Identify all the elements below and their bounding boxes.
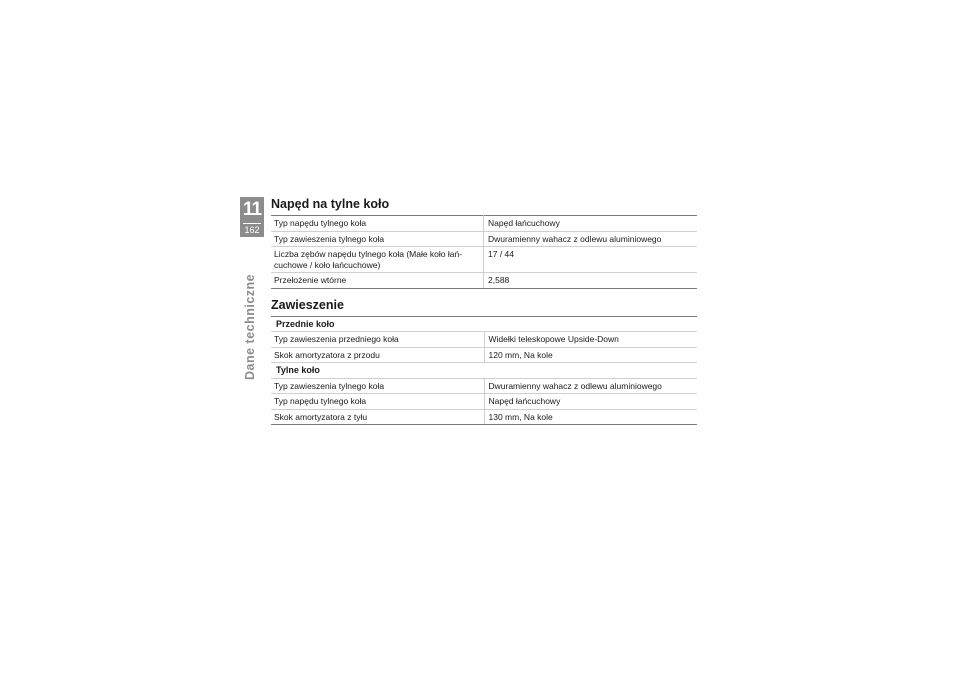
row-label: Typ napędu tylnego koła [271,394,484,410]
row-value: Dwuramienny wahacz z odlewu aluminiowego [484,231,698,247]
drive-table [271,215,697,289]
subheading-row [271,363,697,379]
row-value: Napęd łańcuchowy [484,216,698,232]
row-value: 120 mm, Na kole [484,347,697,363]
table-row [271,273,697,289]
row-label: Typ zawieszenia przedniego koła [271,332,484,348]
table-row [271,332,697,348]
table-row [271,231,697,247]
chapter-number: 11 [242,199,262,220]
page-content [271,196,697,425]
page-number: 162 [244,225,260,235]
row-value: 2,588 [484,273,698,289]
row-label: Skok amortyzatora z tyłu [271,409,484,425]
table-row [271,247,697,273]
table-row [271,216,697,232]
row-label: Liczba zębów napędu tylnego koła (Małe koło łań-cuchowe / koło łańcuchowe) [271,247,484,273]
subheading-front-wheel: Przednie koło [271,316,697,332]
row-label: Typ zawieszenia tylnego koła [271,378,484,394]
row-value: Napęd łańcuchowy [484,394,697,410]
table-row [271,378,697,394]
chapter-title: Dane techniczne [243,273,257,380]
table-row [271,347,697,363]
row-value: Widełki teleskopowe Upside-Down [484,332,697,348]
suspension-table [271,316,697,426]
table-row [271,394,697,410]
section-heading-suspension: Zawieszenie [271,297,344,312]
row-value: 17 / 44 [484,247,698,273]
row-value: Dwuramienny wahacz z odlewu aluminiowego [484,378,697,394]
row-label: Przełożenie wtórne [271,273,484,289]
chapter-tab [240,197,264,237]
row-label: Typ napędu tylnego koła [271,216,484,232]
row-label: Skok amortyzatora z przodu [271,347,484,363]
section-heading-drive: Napęd na tylne koło [271,197,390,211]
subheading-rear-wheel: Tylne koło [271,363,697,379]
table-row [271,409,697,425]
row-label: Typ zawieszenia tylnego koła [271,231,484,247]
subheading-row [271,316,697,332]
row-value: 130 mm, Na kole [484,409,697,425]
